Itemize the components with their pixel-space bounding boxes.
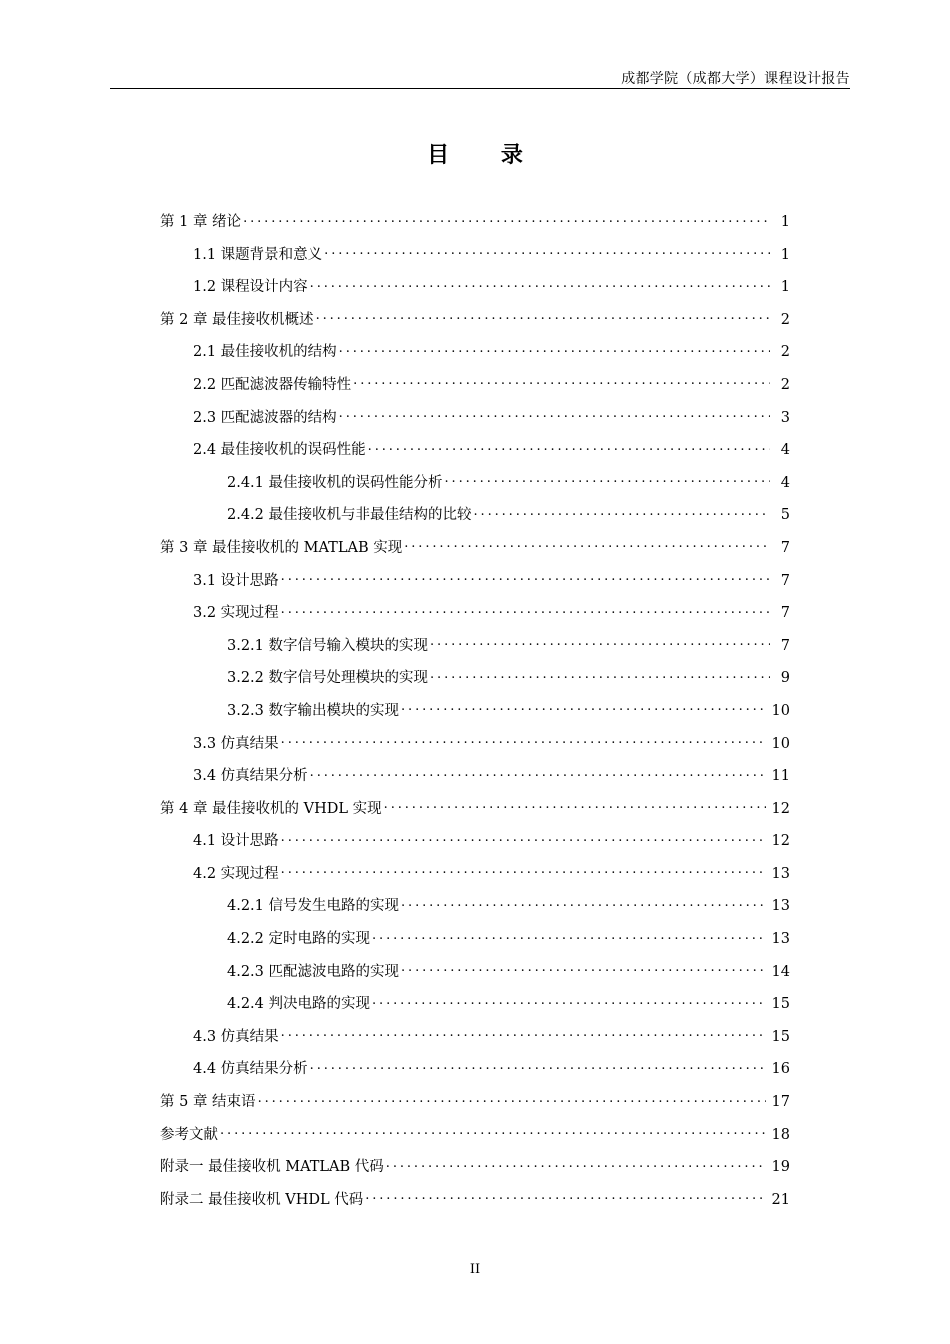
toc-leader [430, 668, 770, 683]
toc-entry-page: 2 [780, 311, 790, 328]
toc-entry-page: 1 [780, 279, 790, 296]
toc-entry-page: 18 [771, 1126, 790, 1143]
toc-entry-page: 4 [780, 442, 790, 459]
toc-entry[interactable] [160, 503, 790, 536]
toc-entry[interactable] [160, 373, 790, 406]
toc-entry[interactable] [160, 1025, 790, 1058]
toc-leader [243, 212, 770, 227]
toc-entry-title: 第 3 章 最佳接收机的 MATLAB 实现 [160, 539, 403, 556]
toc-entry[interactable] [160, 960, 790, 993]
toc-leader [339, 407, 770, 422]
toc-entry-title: 2.1 最佳接收机的结构 [193, 344, 337, 361]
toc-entry-title: 4.1 设计思路 [193, 833, 279, 850]
toc-entry-page: 3 [780, 409, 790, 426]
toc-leader [401, 961, 766, 976]
toc-entry-title: 1.2 课程设计内容 [193, 279, 308, 296]
toc-entry-title: 3.2.3 数字输出模块的实现 [227, 702, 400, 719]
toc-entry[interactable] [160, 1090, 790, 1123]
toc-entry[interactable] [160, 894, 790, 927]
toc-leader [258, 1092, 766, 1107]
page-title: 目 录 [427, 143, 545, 168]
toc-entry[interactable] [160, 536, 790, 569]
toc-leader [310, 1059, 766, 1074]
toc-entry[interactable] [160, 1155, 790, 1188]
toc-entry-title: 3.2.2 数字信号处理模块的实现 [227, 670, 429, 687]
toc-entry-page: 13 [771, 865, 790, 882]
toc-entry-title: 3.2 实现过程 [193, 605, 279, 622]
toc-entry-title: 4.2 实现过程 [193, 865, 279, 882]
toc-entry-title: 第 4 章 最佳接收机的 VHDL 实现 [160, 800, 382, 817]
toc-entry[interactable] [160, 927, 790, 960]
toc-entry[interactable] [160, 634, 790, 667]
toc-entry-page: 7 [780, 539, 790, 556]
toc-entry[interactable] [160, 471, 790, 504]
toc-leader [401, 896, 766, 911]
toc-entry-title: 第 5 章 结束语 [160, 1094, 256, 1111]
toc-leader [365, 1189, 765, 1204]
toc-entry-title: 3.4 仿真结果分析 [193, 768, 308, 785]
toc-leader [324, 244, 770, 259]
toc-entry[interactable] [160, 732, 790, 765]
toc-leader [281, 570, 770, 585]
toc-leader [372, 994, 766, 1009]
toc-leader [368, 440, 770, 455]
toc-entry-page: 4 [780, 474, 790, 491]
toc-entry-page: 14 [771, 963, 790, 980]
toc-entry[interactable] [160, 699, 790, 732]
toc-entry[interactable] [160, 797, 790, 830]
toc-entry-title: 参考文献 [160, 1126, 218, 1143]
toc-leader [339, 342, 770, 357]
toc-leader [316, 309, 770, 324]
toc-entry[interactable] [160, 829, 790, 862]
toc-entry[interactable] [160, 569, 790, 602]
toc-entry-page: 7 [780, 572, 790, 589]
toc-leader [386, 1157, 766, 1172]
toc-leader [474, 505, 770, 520]
toc-leader [401, 700, 766, 715]
toc-entry-page: 17 [771, 1094, 790, 1111]
toc-entry-page: 1 [780, 246, 790, 263]
toc-entry[interactable] [160, 210, 790, 243]
toc-leader [445, 472, 770, 487]
toc-entry-page: 12 [771, 800, 790, 817]
toc-entry-title: 2.3 匹配滤波器的结构 [193, 409, 337, 426]
toc-entry-title: 3.1 设计思路 [193, 572, 279, 589]
toc-entry-title: 4.3 仿真结果 [193, 1028, 279, 1045]
toc-entry[interactable] [160, 764, 790, 797]
toc-entry-title: 附录一 最佳接收机 MATLAB 代码 [160, 1159, 384, 1176]
toc-entry-title: 2.2 匹配滤波器传输特性 [193, 376, 352, 393]
toc-entry-title: 附录二 最佳接收机 VHDL 代码 [160, 1191, 364, 1208]
toc-entry[interactable] [160, 992, 790, 1025]
toc-leader [353, 374, 770, 389]
toc-entry-title: 3.3 仿真结果 [193, 735, 279, 752]
toc-entry-page: 7 [780, 637, 790, 654]
toc-entry-page: 2 [780, 376, 790, 393]
toc-leader [281, 1026, 766, 1041]
toc-entry-title: 2.4.1 最佳接收机的误码性能分析 [227, 474, 443, 491]
toc-entry[interactable] [160, 340, 790, 373]
toc-entry-title: 2.4.2 最佳接收机与非最佳结构的比较 [227, 507, 472, 524]
toc-entry-page: 15 [771, 996, 790, 1013]
toc-entry-page: 10 [771, 702, 790, 719]
toc-leader [404, 537, 770, 552]
toc-leader [384, 798, 766, 813]
toc-entry[interactable] [160, 1057, 790, 1090]
toc-leader [310, 277, 770, 292]
toc-entry[interactable] [160, 438, 790, 471]
toc-entry-page: 13 [771, 931, 790, 948]
toc-leader [430, 635, 770, 650]
running-header: 成都学院（成都大学）课程设计报告 [621, 71, 850, 87]
toc-entry[interactable] [160, 601, 790, 634]
toc-entry-page: 16 [771, 1061, 790, 1078]
toc-entry[interactable] [160, 406, 790, 439]
toc-entry-page: 7 [780, 605, 790, 622]
toc-entry-title: 4.2.3 匹配滤波电路的实现 [227, 963, 400, 980]
toc-entry-title: 2.4 最佳接收机的误码性能 [193, 442, 366, 459]
toc-entry-page: 15 [771, 1028, 790, 1045]
toc-entry[interactable] [160, 308, 790, 341]
header-rule [110, 88, 850, 89]
toc-entry-title: 1.1 课题背景和意义 [193, 246, 323, 263]
toc-leader [281, 603, 770, 618]
toc-entry-page: 21 [771, 1191, 790, 1208]
toc-leader [220, 1124, 766, 1139]
toc-entry-title: 第 2 章 最佳接收机概述 [160, 311, 314, 328]
toc-entry[interactable] [160, 862, 790, 895]
toc-entry[interactable] [160, 1123, 790, 1156]
toc-entry-page: 19 [771, 1159, 790, 1176]
toc-entry-page: 1 [780, 214, 790, 230]
toc-entry-page: 12 [771, 833, 790, 850]
toc-entry[interactable] [160, 666, 790, 699]
toc-entry-page: 10 [771, 735, 790, 752]
toc-entry[interactable] [160, 275, 790, 308]
toc-leader [281, 733, 766, 748]
page-number: II [469, 1262, 481, 1277]
toc-entry-page: 13 [771, 898, 790, 915]
toc-entry[interactable] [160, 243, 790, 276]
toc-entry-title: 第 1 章 绪论 [160, 214, 242, 230]
toc-entry-page: 2 [780, 344, 790, 361]
toc-entry-title: 4.2.1 信号发生电路的实现 [227, 898, 400, 915]
table-of-contents [160, 210, 790, 1220]
toc-entry-title: 3.2.1 数字信号输入模块的实现 [227, 637, 429, 654]
toc-entry-page: 9 [780, 670, 790, 687]
toc-leader [372, 929, 766, 944]
toc-leader [281, 831, 766, 846]
toc-entry-title: 4.4 仿真结果分析 [193, 1061, 308, 1078]
toc-leader [310, 766, 766, 781]
toc-entry-title: 4.2.4 判决电路的实现 [227, 996, 371, 1013]
toc-entry-page: 11 [771, 768, 790, 785]
toc-entry[interactable] [160, 1188, 790, 1221]
toc-entry-title: 4.2.2 定时电路的实现 [227, 931, 371, 948]
toc-entry-page: 5 [780, 507, 790, 524]
toc-leader [281, 863, 766, 878]
